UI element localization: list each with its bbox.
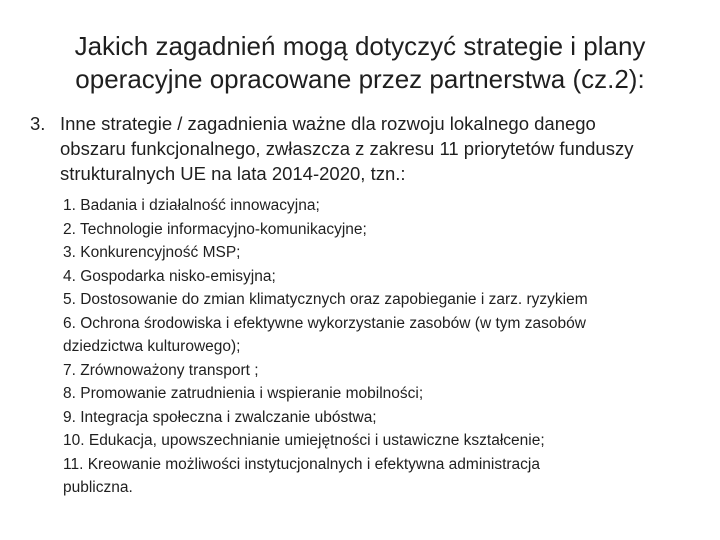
title-line-2: operacyjne opracowane przez partnerstwa (cz.2): <box>75 64 645 94</box>
slide-title <box>20 30 700 96</box>
main-point <box>24 111 694 186</box>
list-item: 3. Konkurencyjność MSP; <box>63 244 241 261</box>
priorities-list <box>63 194 703 500</box>
main-point-number: 3. <box>30 113 46 134</box>
list-item: 9. Integracja społeczna i zwalczanie ubóstwa; <box>63 408 377 426</box>
list-item: 11. Kreowanie możliwości instytucjonalnych i efektywna administracja <box>63 455 540 473</box>
main-point-line-2: obszaru funkcjonalnego, zwłaszcza z zakresu 11 priorytetów funduszy <box>60 138 634 159</box>
main-point-line-3: strukturalnych UE na lata 2014-2020, tzn.: <box>60 163 406 184</box>
list-item: dziedzictwa kulturowego); <box>63 338 241 355</box>
list-item: 7. Zrównoważony transport ; <box>63 361 259 379</box>
list-item: 2. Technologie informacyjno-komunikacyjne; <box>63 220 367 238</box>
main-point-line-1: Inne strategie / zagadnienia ważne dla rozwoju lokalnego danego <box>60 113 596 134</box>
list-item: 1. Badania i działalność innowacyjna; <box>63 197 320 214</box>
list-item: 8. Promowanie zatrudnienia i wspieranie mobilności; <box>63 385 424 402</box>
list-item: 5. Dostosowanie do zmian klimatycznych oraz zapobieganie i zarz. ryzykiem <box>63 291 588 308</box>
list-item: 6. Ochrona środowiska i efektywne wykorzystanie zasobów (w tym zasobów <box>63 314 586 332</box>
list-item: 10. Edukacja, upowszechnianie umiejętności i ustawiczne kształcenie; <box>63 432 545 449</box>
list-item: publiczna. <box>63 479 133 496</box>
main-point-text <box>60 111 694 186</box>
list-item: 4. Gospodarka nisko-emisyjna; <box>63 267 276 285</box>
title-line-1: Jakich zagadnień mogą dotyczyć strategie i plany <box>74 31 646 61</box>
